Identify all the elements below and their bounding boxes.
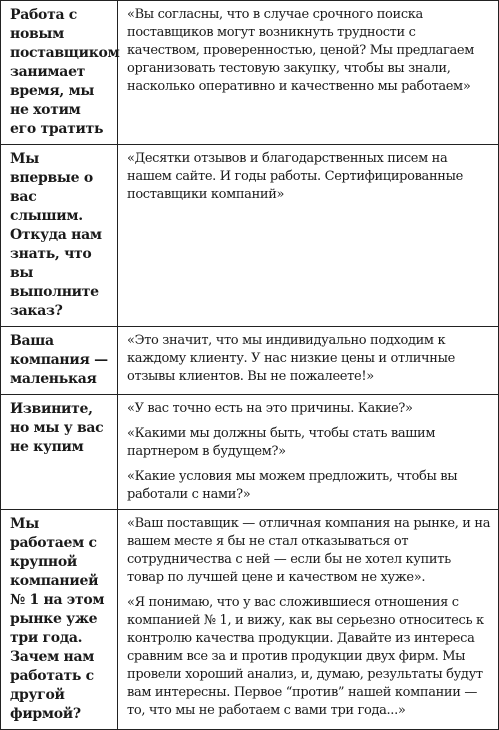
response-cell — [118, 1, 499, 145]
response-text: «У вас точно есть на это причины. Какие?» — [127, 401, 413, 416]
response-cell — [118, 145, 499, 327]
objection-cell: Работа с новым поставщиком занимает время, мы не хотим его тратить — [1, 1, 118, 145]
response-text: «Ваш поставщик — отличная компания на рынке, и на вашем месте я бы не стал отказываться от сотрудничества с ней — если бы не хотел купить товар по лучшей цене и качеством не хуже». — [127, 516, 491, 585]
response-text: «Десятки отзывов и благодарственных писем на нашем сайте. И годы работы. Сертифицированные поставщики компаний» — [127, 151, 463, 202]
table-row — [1, 1, 499, 145]
table-row — [1, 395, 499, 510]
response-cell — [118, 510, 499, 730]
objection-cell: Ваша компания — маленькая — [1, 327, 118, 395]
response-cell — [118, 395, 499, 510]
objection-cell: Мы впервые о вас слышим. Откуда нам знать, что вы выполните заказ? — [1, 145, 118, 327]
table-row — [1, 145, 499, 327]
response-text: «Какие условия мы можем предложить, чтобы вы работали с нами?» — [127, 469, 458, 502]
response-cell — [118, 327, 499, 395]
table-row — [1, 510, 499, 730]
table-row — [1, 327, 499, 395]
response-text: «Вы согласны, что в случае срочного поиска поставщиков могут возникнуть трудности с качеством, проверенностью, ценой? Мы предлагаем организовать тестовую закупку, чтобы вы знали, насколько оперативно и качественно мы работаем» — [127, 7, 474, 94]
objection-cell: Мы работаем с крупной компанией № 1 на этом рынке уже три года. Зачем нам работать с другой фирмой? — [1, 510, 118, 730]
objection-cell: Извините, но мы у вас не купим — [1, 395, 118, 510]
response-text: «Это значит, что мы индивидуально подходим к каждому клиенту. У нас низкие цены и отличные отзывы клиентов. Вы не пожалеете!» — [127, 333, 455, 384]
response-text: «Я понимаю, что у вас сложившиеся отношения с компанией № 1, и вижу, как вы серьезно относитесь к контролю качества продукции. Давайте из интереса сравним все за и против продукции двух фирм. Мы провели хороший анализ, и, думаю, результаты будут вам интересны. Первое “против” нашей компании — то, что мы не работаем с вами три года...» — [127, 595, 484, 718]
response-text: «Какими мы должны быть, чтобы стать вашим партнером в будущем?» — [127, 426, 436, 459]
